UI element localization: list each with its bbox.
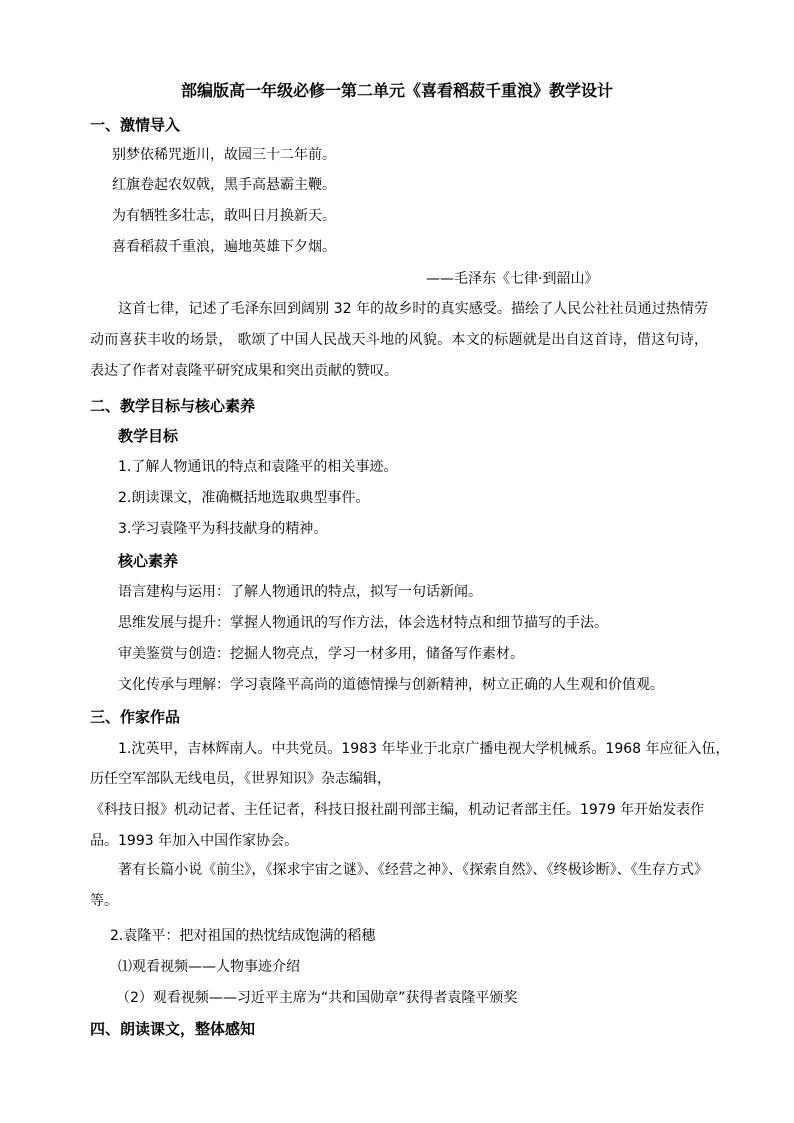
poem-attribution: ——毛泽东《七律·到韶山》	[426, 271, 599, 287]
goal-item-2: 2.朗读课文，准确概括地选取典型事件。	[118, 490, 370, 506]
core-item-2: 思维发展与提升：掌握人物通讯的写作方法，体会选材特点和细节描写的手法。	[118, 615, 608, 631]
goals-heading: 教学目标	[118, 427, 179, 445]
goal-item-1: 1.了解人物通讯的特点和袁隆平的相关事迹。	[118, 459, 398, 475]
core-item-1: 语言建构与运用：了解人物通讯的特点，拟写一句话新闻。	[118, 584, 482, 600]
author-line-2: 历任空军部队无线电员，《世界知识》杂志编辑，	[90, 771, 391, 787]
section-4-heading: 四、朗读课文，整体感知	[90, 1020, 256, 1038]
poem-line-4: 喜看稻菽千重浪，遍地英雄下夕烟。	[112, 239, 336, 255]
author-line-1: 1.沈英甲，吉林辉南人。中共党员。1983 年毕业于北京广播电视大学机械系。1968 年应征入伍，	[118, 741, 730, 757]
section-3-heading: 三、作家作品	[90, 708, 181, 726]
works-paragraph: 著有长篇小说《前尘》，《探求宇宙之谜》、《经营之神》、《探索自然》、《终极诊断》、《生存方式》等。	[90, 862, 708, 909]
video-item-1: ⑴观看视频——人物事迹介绍	[118, 959, 300, 975]
author-line-3: 《科技日报》机动记者、主任记者，科技日报社副刊部主编，机动记者部主任。1979 年开始发表作	[90, 802, 705, 818]
section-1-paragraph: 这首七律，记述了毛泽东回到阔别 32 年的故乡时的真实感受。描绘了人民公社社员通过热情劳动而喜获丰收的场景， 歌颂了中国人民战天斗地的风貌。本文的标题就是出自这首诗，借这句诗，表达了作者对袁隆平研究成果和突出贡献的赞叹。	[90, 301, 708, 379]
video-item-2: （2）观看视频——习近平主席为“共和国勋章”获得者袁隆平颁奖	[116, 990, 518, 1006]
section-2-heading: 二、教学目标与核心素养	[90, 397, 256, 415]
poem-line-3: 为有牺牲多壮志，敢叫日月换新天。	[112, 208, 336, 224]
goal-item-3: 3.学习袁隆平为科技献身的精神。	[118, 521, 328, 537]
core-item-4: 文化传承与理解：学习袁隆平高尚的道德情操与创新精神，树立正确的人生观和价值观。	[118, 677, 664, 693]
poem-line-2: 红旗卷起农奴戟，黑手高悬霸主鞭。	[112, 177, 336, 193]
document-title: 部编版高一年级必修一第二单元《喜看稻菽千重浪》教学设计	[180, 81, 613, 100]
core-item-3: 审美鉴赏与创造：挖掘人物亮点，学习一材多用，储备写作素材。	[118, 646, 524, 662]
section-1-heading: 一、激情导入	[90, 116, 181, 134]
poem-line-1: 别梦依稀咒逝川，故园三十二年前。	[112, 147, 336, 163]
core-heading: 核心素养	[118, 552, 179, 570]
yuan-heading: 2.袁隆平：把对祖国的热忱结成饱满的稻穗	[110, 928, 376, 944]
author-line-4: 品。1993 年加入中国作家协会。	[90, 833, 299, 849]
